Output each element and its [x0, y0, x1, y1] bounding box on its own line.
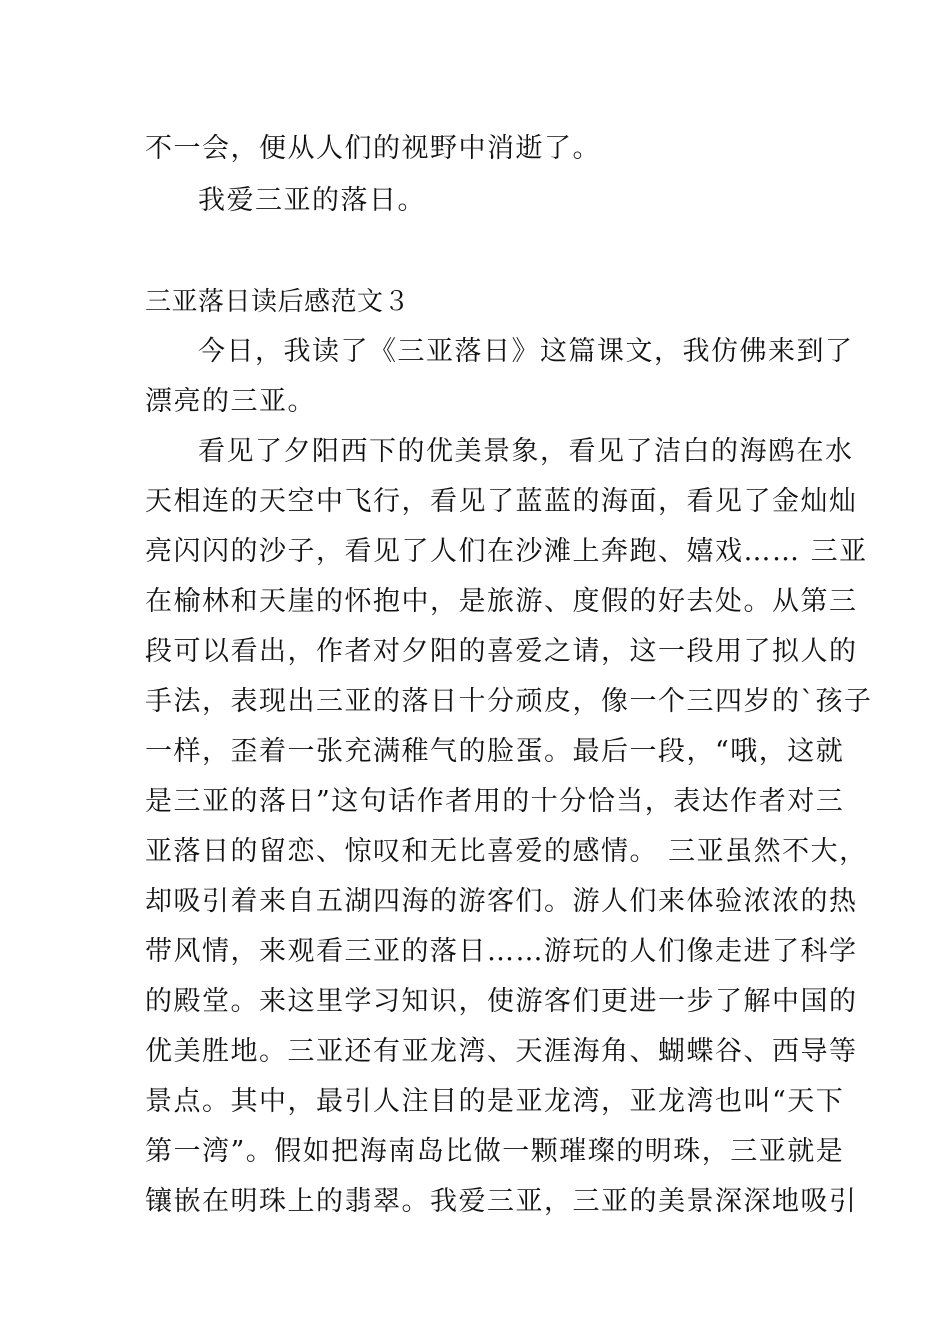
text-line: 景点。其中，最引人注目的是亚龙湾，亚龙湾也叫“天下: [145, 1086, 845, 1117]
text-line: 是三亚的落日”这句话作者用的十分恰当，表达作者对三: [145, 786, 845, 817]
text-line: 今日，我读了《三亚落日》这篇课文，我仿佛来到了: [198, 336, 854, 367]
text-line: 段可以看出，作者对夕阳的喜爱之请，这一段用了拟人的: [145, 636, 858, 667]
text-line: 亚落日的留恋、惊叹和无比喜爱的感情。 三亚虽然不大，: [145, 836, 868, 867]
section-heading: 三亚落日读后感范文３: [145, 287, 411, 317]
text-line: 一样，歪着一张充满稚气的脸蛋。最后一段，“哦，这就: [145, 736, 845, 767]
text-line: 带风情，来观看三亚的落日……游玩的人们像走进了科学: [145, 936, 858, 967]
text-line: 镶嵌在明珠上的翡翠。我爱三亚，三亚的美景深深地吸引: [145, 1186, 858, 1217]
text-line: 手法，表现出三亚的落日十分顽皮，像一个三四岁的`孩子: [145, 686, 873, 717]
text-line: 看见了夕阳西下的优美景象，看见了洁白的海鸥在水: [198, 436, 854, 467]
text-line: 优美胜地。三亚还有亚龙湾、天涯海角、蝴蝶谷、西导等: [145, 1036, 858, 1067]
text-line: 漂亮的三亚。: [145, 386, 316, 417]
text-line: 天相连的天空中飞行，看见了蓝蓝的海面，看见了金灿灿: [145, 486, 858, 517]
text-line: 我爱三亚的落日。: [198, 185, 426, 216]
text-line: 第一湾”。假如把海南岛比做一颗璀璨的明珠，三亚就是: [145, 1136, 845, 1167]
text-line: 亮闪闪的沙子，看见了人们在沙滩上奔跑、嬉戏…… 三亚: [145, 536, 868, 567]
text-line: 在榆林和天崖的怀抱中，是旅游、度假的好去处。从第三: [145, 586, 858, 617]
text-line: 却吸引着来自五湖四海的游客们。游人们来体验浓浓的热: [145, 886, 858, 917]
text-line: 不一会，便从人们的视野中消逝了。: [145, 133, 601, 164]
text-line: 的殿堂。来这里学习知识，使游客们更进一步了解中国的: [145, 986, 858, 1017]
